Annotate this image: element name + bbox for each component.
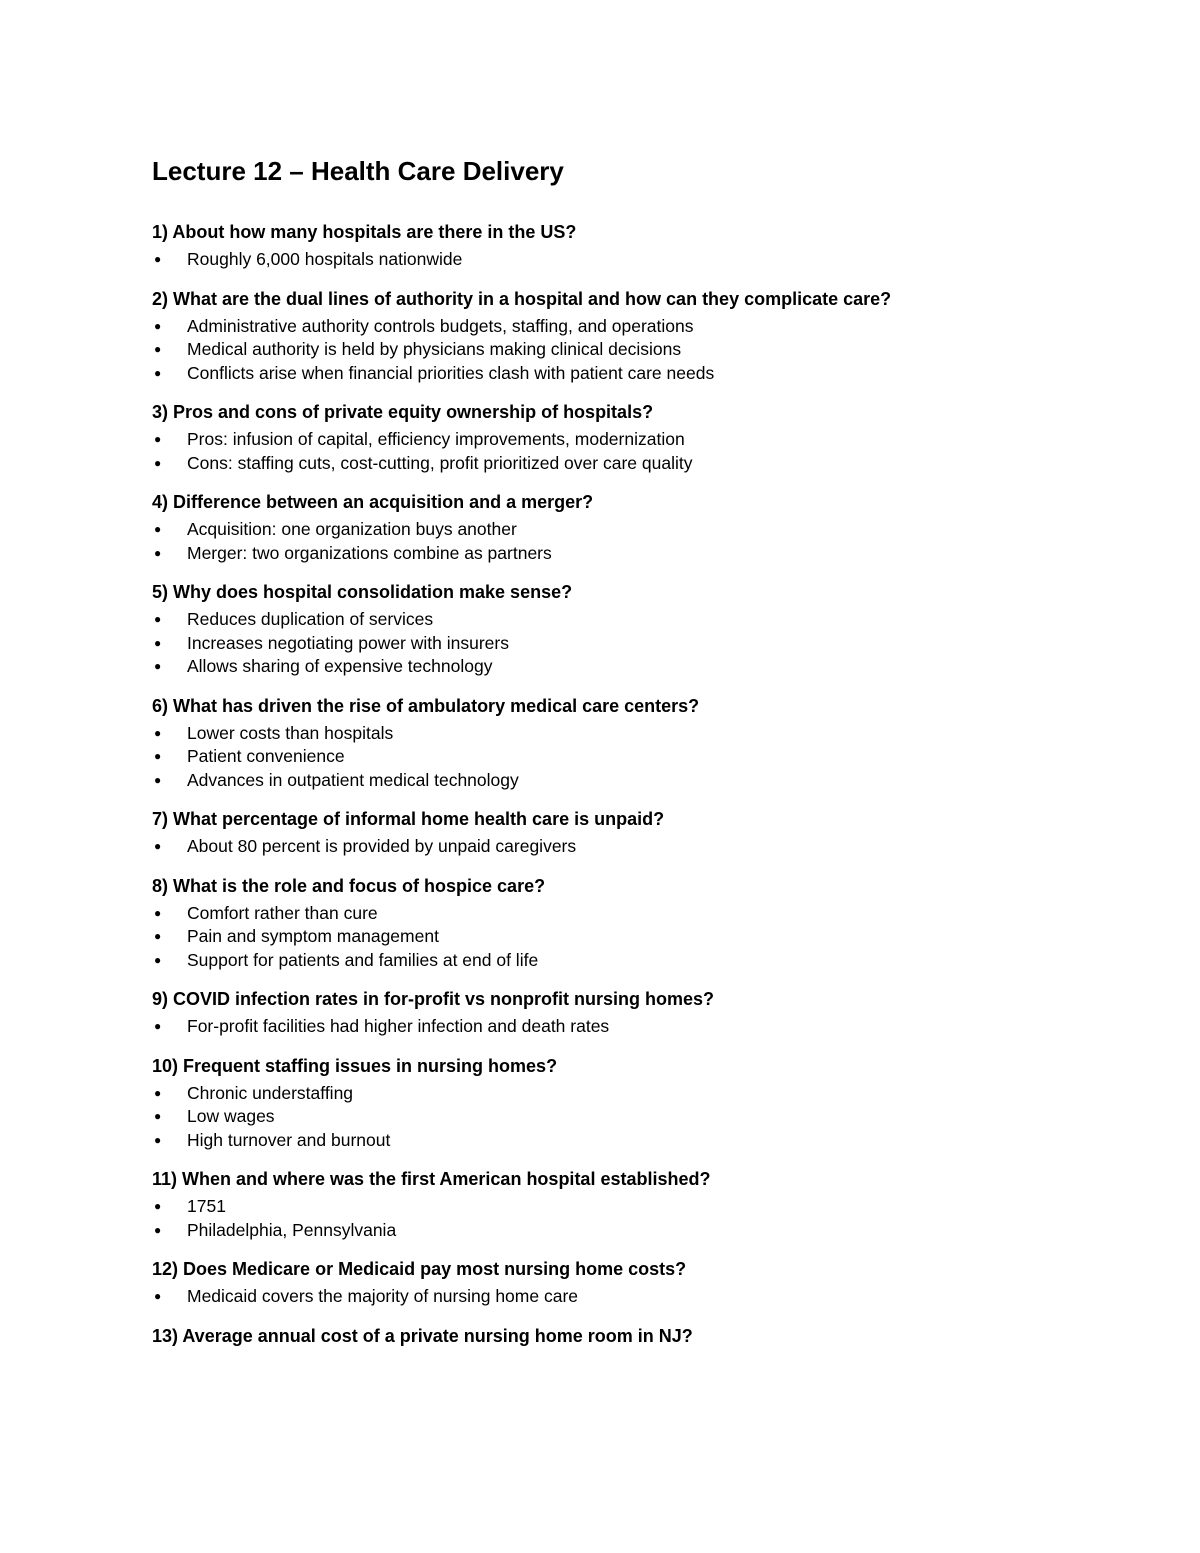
answer-item [152,1285,1152,1309]
answer-list [152,1082,1152,1153]
answer-item [152,949,1152,973]
answer-text: Support for patients and families at end of life [187,949,539,970]
answer-text: Chronic understaffing [187,1082,354,1103]
bullet-icon: ● [154,545,162,560]
answer-list [152,902,1152,973]
answer-item [152,1105,1152,1129]
bullet-icon: ● [154,612,162,626]
bullet-icon: ● [154,929,162,943]
qa-section [152,218,1152,272]
answer-item [152,1129,1152,1153]
bullet-icon: ● [154,252,162,266]
answer-list [152,722,1152,793]
question-heading: 10) Frequent staffing issues in nursing homes? [152,1055,558,1076]
bullet-icon: ● [154,522,162,536]
answer-list [152,1285,1152,1309]
qa-section [152,692,1152,793]
bullet-icon: ● [154,1085,162,1100]
answer-item [152,769,1152,793]
answer-list [152,608,1152,679]
answer-item [152,1195,1152,1219]
answer-text: Roughly 6,000 hospitals nationwide [187,249,463,269]
bullet-icon: ● [154,772,162,787]
answer-item [152,745,1152,769]
answer-text: Conflicts arise when financial priorities clash with patient care needs [187,362,715,383]
question-heading: 11) When and where was the first American hospital established? [152,1169,711,1189]
bullet-icon: ● [154,318,162,333]
document-title: Lecture 12 – Health Care Delivery [152,156,564,186]
answer-text: Patient convenience [187,746,345,766]
qa-section [152,285,1152,386]
answer-item [152,315,1152,339]
bullet-icon: ● [154,905,162,920]
answer-text: Lower costs than hospitals [187,722,394,743]
answer-list [152,248,1152,272]
answer-item [152,518,1152,542]
bullet-icon: ● [154,1109,162,1123]
qa-list [152,218,1152,1350]
question-heading: 9) COVID infection rates in for-profit vs nonprofit nursing homes? [152,989,715,1009]
bullet-icon: ● [154,635,162,650]
qa-section [152,1052,1152,1153]
bullet-icon: ● [154,1132,162,1147]
question-heading: 5) Why does hospital consolidation make sense? [152,582,573,602]
qa-section [152,1322,1152,1350]
bullet-icon: ● [154,1199,162,1213]
bullet-icon: ● [154,432,162,446]
answer-item [152,338,1152,362]
bullet-icon: ● [154,749,162,763]
question-heading: 1) About how many hospitals are there in the US? [152,222,577,242]
bullet-icon: ● [154,1222,162,1237]
answer-text: Allows sharing of expensive technology [187,656,493,676]
answer-item [152,428,1152,452]
answer-text: Increases negotiating power with insurers [187,632,509,653]
question-heading: 12) Does Medicare or Medicaid pay most nursing home costs? [152,1259,687,1279]
qa-section [152,805,1152,859]
answer-text: Medical authority is held by physicians making clinical decisions [187,339,682,359]
answer-text: Medicaid covers the majority of nursing home care [187,1286,579,1306]
answer-item [152,452,1152,476]
bullet-icon: ● [154,659,162,673]
qa-section [152,1255,1152,1309]
answer-item [152,542,1152,566]
answer-list [152,315,1152,386]
answer-list [152,1195,1152,1242]
answer-list [152,428,1152,475]
bullet-icon: ● [154,1289,162,1303]
answer-text: About 80 percent is provided by unpaid caregivers [187,836,577,856]
answer-item [152,655,1152,679]
answer-text: Pros: infusion of capital, efficiency improvements, modernization [187,429,685,449]
answer-item [152,1015,1152,1039]
answer-item [152,1219,1152,1243]
answer-item [152,608,1152,632]
bullet-icon: ● [154,952,162,967]
question-heading: 3) Pros and cons of private equity ownership of hospitals? [152,402,654,422]
question-heading: 8) What is the role and focus of hospice care? [152,875,546,896]
answer-item [152,248,1152,272]
answer-item [152,1082,1152,1106]
question-heading: 6) What has driven the rise of ambulatory medical care centers? [152,695,700,716]
answer-text: 1751 [187,1196,226,1216]
answer-list [152,1015,1152,1039]
qa-section [152,578,1152,679]
answer-text: Pain and symptom management [187,926,439,946]
answer-item [152,902,1152,926]
answer-text: Philadelphia, Pennsylvania [187,1219,397,1240]
qa-section [152,1165,1152,1242]
qa-section [152,398,1152,475]
answer-list [152,518,1152,565]
answer-text: Cons: staffing cuts, cost-cutting, profit prioritized over care quality [187,452,693,473]
answer-text: High turnover and burnout [187,1129,391,1150]
bullet-icon: ● [154,455,162,470]
question-heading: 4) Difference between an acquisition and a merger? [152,492,594,512]
answer-item [152,925,1152,949]
answer-item [152,632,1152,656]
answer-text: For-profit facilities had higher infection and death rates [187,1016,610,1036]
question-heading: 13) Average annual cost of a private nursing home room in NJ? [152,1325,693,1346]
answer-list [152,835,1152,859]
bullet-icon: ● [154,839,162,853]
answer-text: Administrative authority controls budgets, staffing, and operations [187,315,694,336]
answer-text: Reduces duplication of services [187,609,434,629]
qa-section [152,488,1152,565]
qa-section [152,985,1152,1039]
answer-item [152,722,1152,746]
qa-section [152,872,1152,973]
answer-text: Comfort rather than cure [187,902,378,923]
question-heading: 2) What are the dual lines of authority in a hospital and how can they complicate care? [152,288,892,309]
answer-text: Advances in outpatient medical technology [187,769,519,790]
bullet-icon: ● [154,365,162,380]
answer-item [152,362,1152,386]
answer-text: Acquisition: one organization buys another [187,519,517,539]
bullet-icon: ● [154,725,162,740]
bullet-icon: ● [154,342,162,356]
question-heading: 7) What percentage of informal home health care is unpaid? [152,809,665,829]
answer-item [152,835,1152,859]
answer-text: Low wages [187,1106,275,1126]
bullet-icon: ● [154,1019,162,1033]
answer-text: Merger: two organizations combine as partners [187,542,552,563]
